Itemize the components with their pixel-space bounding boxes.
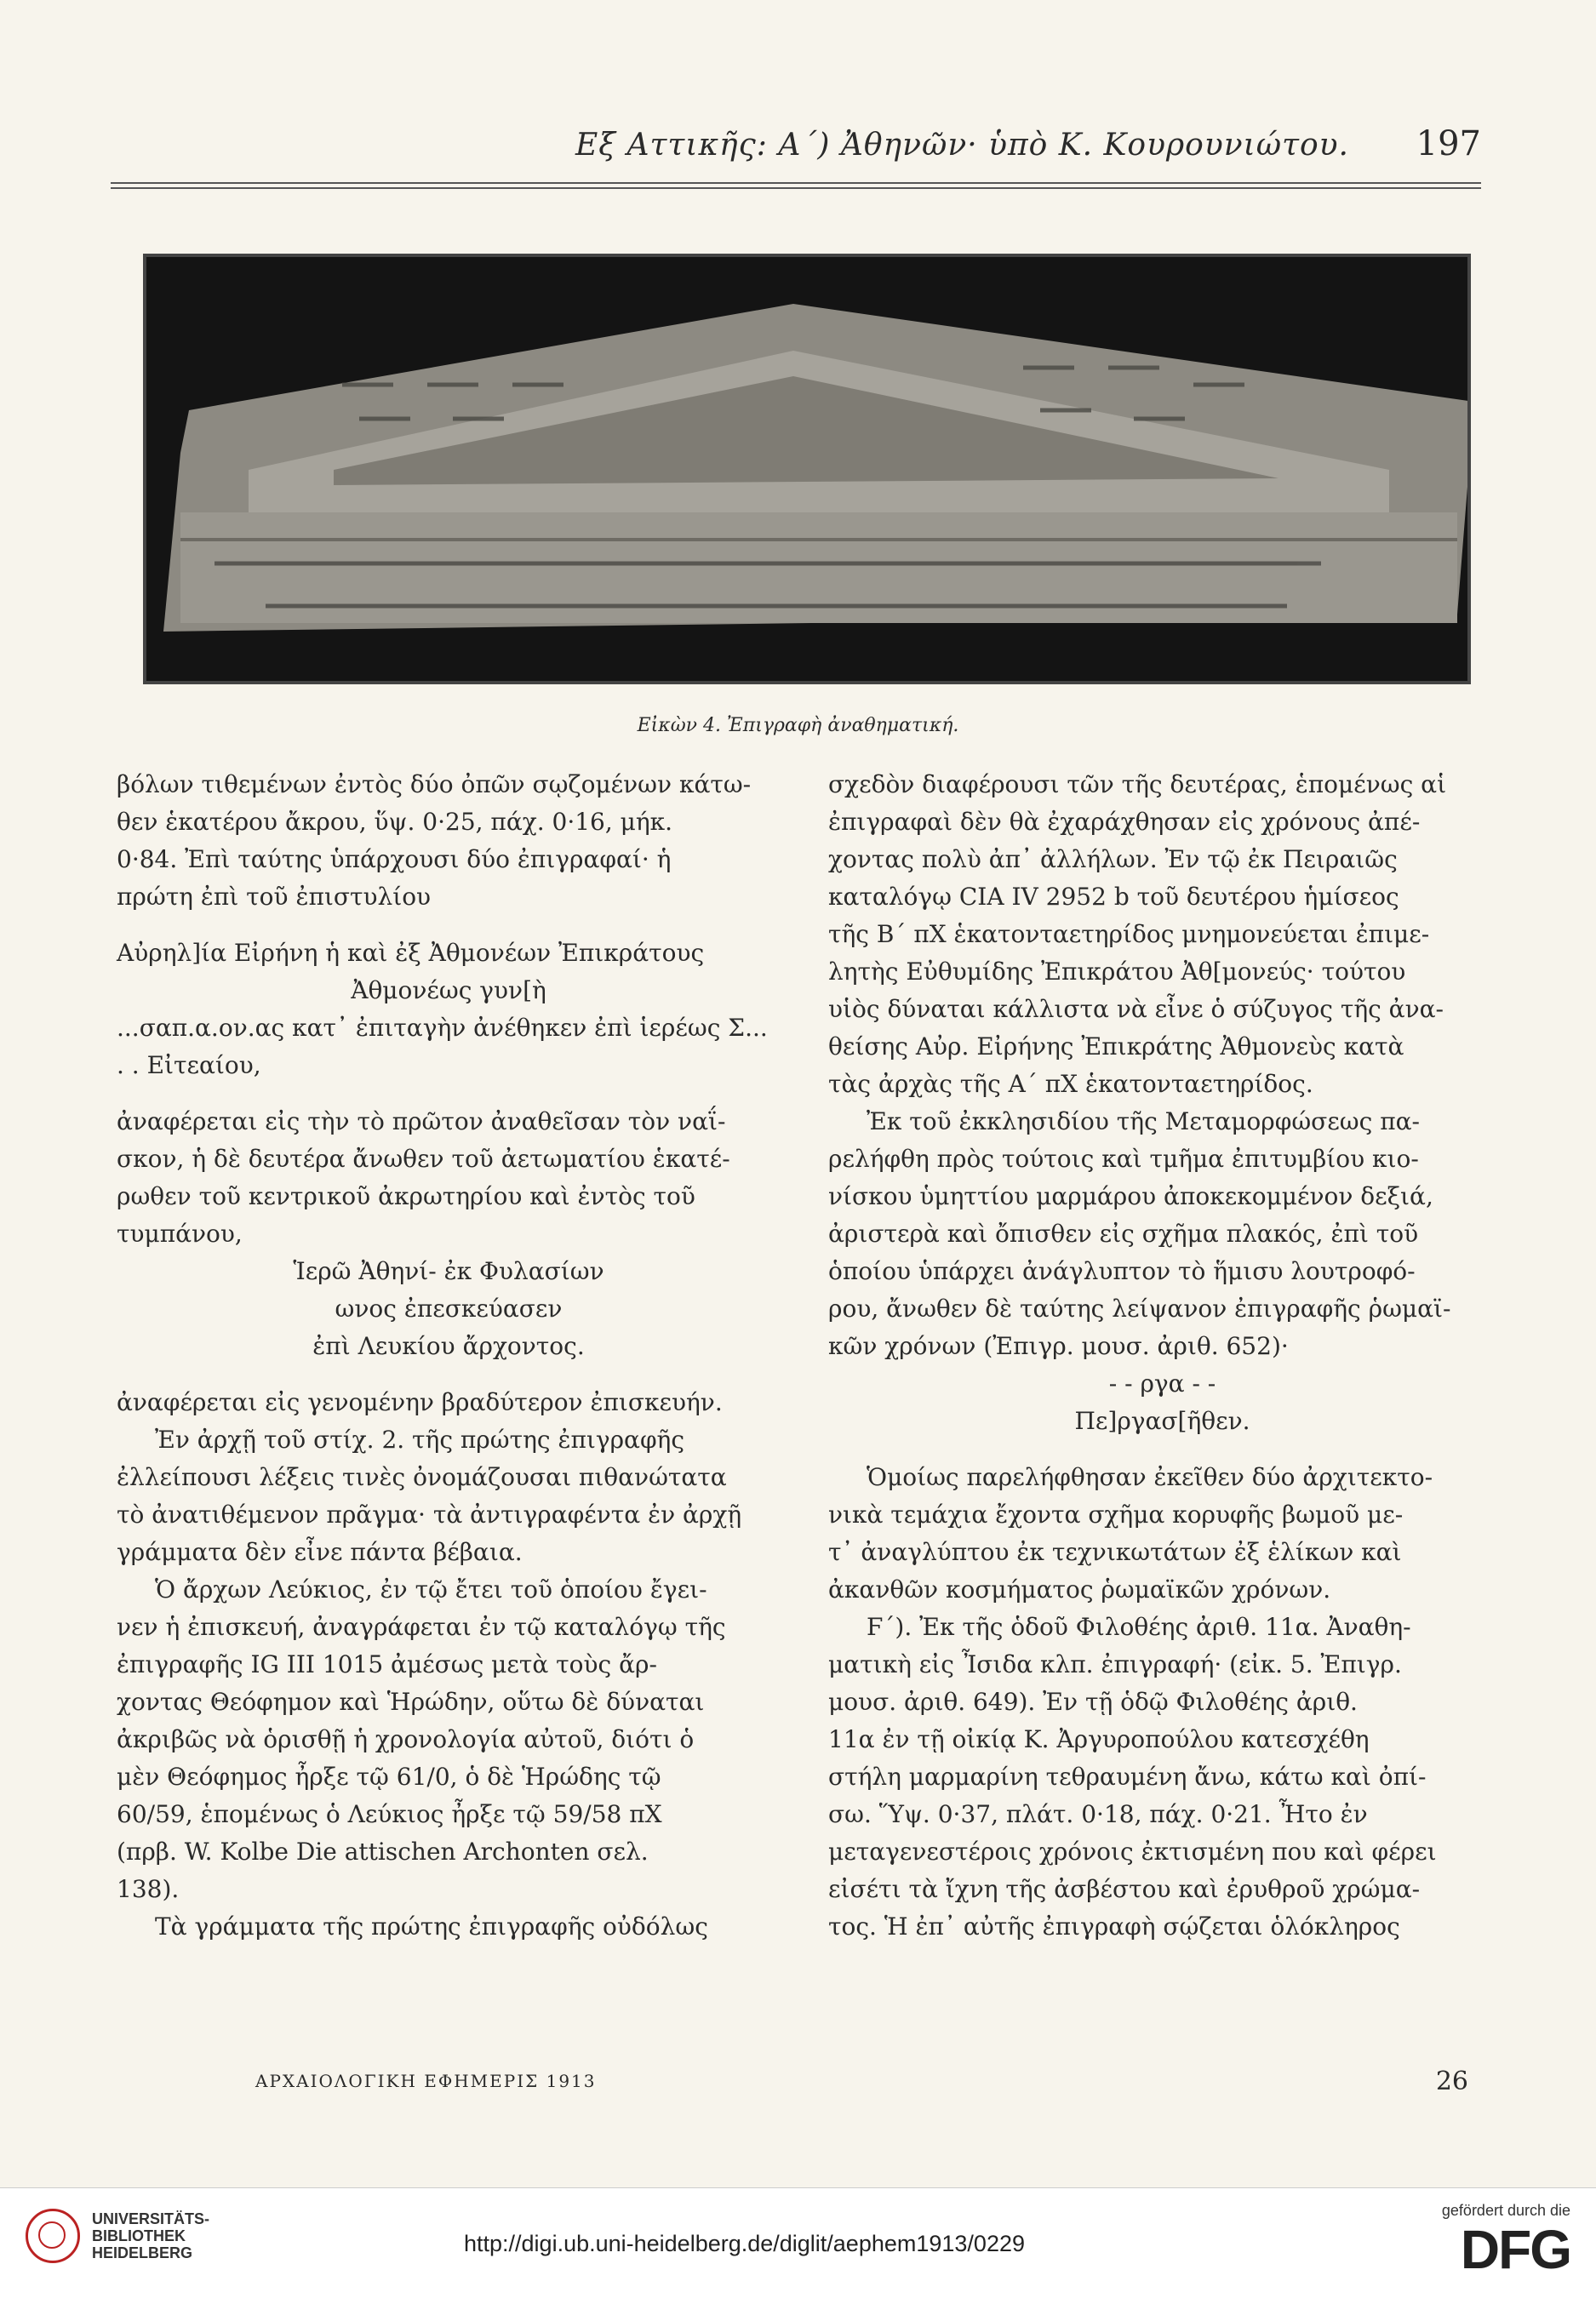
text-line: ἀναφέρεται εἰς γενομένην βραδύτερον ἐπισκευήν.	[117, 1388, 723, 1416]
text-line: ἐπιγραφαὶ δὲν θὰ ἐχαράχθησαν εἰς χρόνους ἀπέ-	[828, 808, 1421, 836]
text-line: ωνος ἐπεσκεύασεν	[335, 1295, 563, 1323]
paragraph-gap	[117, 1365, 781, 1384]
text-line: τὰς ἀρχὰς τῆς Α΄ πΧ ἑκατονταετηρίδος.	[828, 1070, 1313, 1098]
figure-caption: Εἰκὼν 4. Ἐπιγραφὴ ἀναθηματική.	[637, 715, 959, 736]
text-line: Πε]ργασ[ῆθεν.	[1074, 1407, 1250, 1435]
sheet-number: 26	[1435, 2067, 1468, 2096]
text-line: . . Εἰτεαίου,	[117, 1051, 261, 1079]
text-line: ἀκανθῶν κοσμήματος ῥωμαϊκῶν χρόνων.	[828, 1575, 1331, 1604]
text-line: εἰσέτι τὰ ἴχνη τῆς ἀσβέστου καὶ ἐρυθροῦ χρώμα-	[828, 1875, 1421, 1903]
source-url[interactable]: http://digi.ub.uni-heidelberg.de/diglit/aephem1913/0229	[464, 2231, 1025, 2256]
text-line: Ὁ ἄρχων Λεύκιος, ἐν τῷ ἔτει τοῦ ὁποίου ἔγει-	[155, 1575, 707, 1604]
text-line: - - ργα - -	[1108, 1369, 1216, 1398]
bottom-bar	[0, 2187, 1596, 2304]
library-logo[interactable]	[26, 2209, 209, 2263]
text-line: νίσκου ὑμηττίου μαρμάρου ἀποκεκομμένον δεξιά,	[828, 1182, 1433, 1210]
text-line: ρωθεν τοῦ κεντρικοῦ ἀκρωτηρίου καὶ ἐντὸς τοῦ	[117, 1182, 695, 1210]
running-header	[111, 124, 1481, 170]
text-line: μεταγενεστέροις χρόνοις ἐκτισμένη που καὶ φέρει	[828, 1838, 1437, 1866]
text-line: τὸ ἀνατιθέμενον πρᾶγμα· τὰ ἀντιγραφέντα ἐν ἀρχῇ	[117, 1501, 742, 1529]
text-line: λητὴς Εὐθυμίδης Ἐπικράτου Ἀθ[μονεύς· τούτου	[828, 958, 1406, 986]
text-line: πρώτη ἐπὶ τοῦ ἐπιστυλίου	[117, 883, 432, 911]
text-line: ἐλλείπουσι λέξεις τινὲς ὀνομάζουσαι πιθανώτατα	[117, 1463, 727, 1491]
text-line: Ἐκ τοῦ ἐκκλησιδίου τῆς Μεταμορφώσεως πα-	[867, 1107, 1420, 1135]
text-line: υἱὸς δύναται κάλλιστα νὰ εἶνε ὁ σύζυγος τῆς ἀνα-	[828, 995, 1444, 1023]
header-rule-2	[111, 187, 1481, 189]
text-line: στήλη μαρμαρίνη τεθραυμένη ἄνω, κάτω καὶ ὀπί-	[828, 1763, 1427, 1791]
text-line: γράμματα δὲν εἶνε πάντα βέβαια.	[117, 1538, 523, 1566]
header-title: Εξ Αττικῆς: Α΄) Ἀθηνῶν· ὑπὸ Κ. Κουρουνιώτου.	[575, 128, 1349, 163]
text-line: ρελήφθη πρὸς τούτοις καὶ τμῆμα ἐπιτυμβίου κιο-	[828, 1145, 1419, 1173]
text-line: τυμπάνου,	[117, 1220, 243, 1248]
seal-icon	[26, 2209, 80, 2263]
text-line: Ἱερῶ Ἀθηνί- ἐκ Φυλασίων	[293, 1257, 604, 1285]
left-column	[117, 766, 781, 1946]
text-line: ἀκριβῶς νὰ ὁρισθῇ ἡ χρονολογία αὐτοῦ, διότι ὁ	[117, 1725, 695, 1753]
text-line: Ἀθμονέως γυν[ὴ	[351, 976, 546, 1004]
text-line: μουσ. ἀριθ. 649). Ἐν τῇ ὁδῷ Φιλοθέης ἀριθ.	[828, 1688, 1358, 1716]
text-line: θεν ἑκατέρου ἄκρου, ὕψ. 0·25, πάχ. 0·16, μήκ.	[117, 808, 673, 836]
text-line: χοντας Θεόφημον καὶ Ἡρώδην, οὕτω δὲ δύναται	[117, 1688, 705, 1716]
text-line: 0·84. Ἐπὶ ταύτης ὑπάρχουσι δύο ἐπιγραφαί· ἡ	[117, 845, 672, 873]
text-line: Ϝ΄). Ἐκ τῆς ὁδοῦ Φιλοθέης ἀριθ. 11α. Ἀναθη-	[867, 1613, 1411, 1641]
text-line: ἀναφέρεται εἰς τὴν τὸ πρῶτον ἀναθεῖσαν τὸν ναΐ-	[117, 1107, 726, 1135]
header-rule	[111, 182, 1481, 184]
text-line: νεν ἡ ἐπισκευή, ἀναγράφεται ἐν τῷ καταλόγῳ τῆς	[117, 1613, 726, 1641]
text-line: μὲν Θεόφημος ἦρξε τῷ 61/0, ὁ δὲ Ἡρώδης τῷ	[117, 1763, 661, 1791]
text-line: κῶν χρόνων (Ἐπιγρ. μουσ. ἀριθ. 652)·	[828, 1332, 1289, 1360]
library-name: UNIVERSITÄTS- BIBLIOTHEK HEIDELBERG	[92, 2210, 210, 2261]
text-line: τος. Ἡ ἐπ᾽ αὐτῆς ἐπιγραφὴ σῴζεται ὁλόκληρος	[828, 1912, 1400, 1941]
text-line: νικὰ τεμάχια ἔχοντα σχῆμα κορυφῆς βωμοῦ με-	[828, 1501, 1404, 1529]
text-line: καταλόγῳ CIA IV 2952 b τοῦ δευτέρου ἡμίσεος	[828, 883, 1399, 911]
text-line: ἐπιγραφῆς IG III 1015 ἀμέσως μετὰ τοὺς ἄρ-	[117, 1650, 657, 1678]
text-line: Ὁμοίως παρελήφθησαν ἐκεῖθεν δύο ἀρχιτεκτο-	[867, 1463, 1433, 1491]
text-line: (πρβ. W. Kolbe Die attischen Archonten σελ.	[117, 1838, 649, 1866]
text-line: βόλων τιθεμένων ἐντὸς δύο ὀπῶν σῳζομένων κάτω-	[117, 770, 752, 798]
text-line: Αὐρηλ]ία Εἰρήνη ἡ καὶ ἐξ Ἀθμονέων Ἐπικράτους	[117, 939, 705, 967]
dfg-wordmark: DFG	[1460, 2219, 1570, 2280]
text-line: 60/59, ἑπομένως ὁ Λεύκιος ἦρξε τῷ 59/58 πΧ	[117, 1800, 662, 1828]
text-line: ἀριστερὰ καὶ ὄπισθεν εἰς σχῆμα πλακός, ἐπὶ τοῦ	[828, 1220, 1419, 1248]
text-line: ὁποίου ὑπάρχει ἀνάγλυπτον τὸ ἥμισυ λουτροφό-	[828, 1257, 1416, 1285]
text-line: 138).	[117, 1875, 180, 1903]
paragraph-gap	[828, 1440, 1496, 1459]
text-line: σω. Ὕψ. 0·37, πλάτ. 0·18, πάχ. 0·21. Ἦτο ἐν	[828, 1800, 1368, 1828]
paragraph-gap	[117, 1084, 781, 1103]
text-line: ...σαπ.α.ον.ας κατ᾽ ἐπιταγὴν ἀνέθηκεν ἐπὶ ἱερέως Σ...	[117, 1014, 768, 1042]
text-line: ματικὴ εἰς Ἶσιδα κλπ. ἐπιγραφή· (εἰκ. 5. Ἐπιγρ.	[828, 1650, 1402, 1678]
text-line: θείσης Αὐρ. Εἰρήνης Ἐπικράτης Ἀθμονεὺς κατὰ	[828, 1032, 1404, 1061]
text-line: σκον, ἡ δὲ δευτέρα ἄνωθεν τοῦ ἀετωματίου ἑκατέ-	[117, 1145, 730, 1173]
text-line: σχεδὸν διαφέρουσι τῶν τῆς δευτέρας, ἑπομένως αἱ	[828, 770, 1447, 798]
text-line: ρου, ἄνωθεν δὲ ταύτης λείψανον ἐπιγραφῆς ῥωμαϊ-	[828, 1295, 1451, 1323]
text-line: χοντας πολὺ ἀπ᾽ ἀλλήλων. Ἐν τῷ ἐκ Πειραιῶς	[828, 845, 1398, 873]
right-column	[828, 766, 1496, 1946]
text-line: Τὰ γράμματα τῆς πρώτης ἐπιγραφῆς οὐδόλως	[155, 1912, 708, 1941]
journal-footer: ΑΡΧΑΙΟΛΟΓΙΚΗ ΕΦΗΜΕΡΙΣ 1913	[255, 2071, 597, 2091]
funded-by-label: gefördert durch die	[1441, 2202, 1570, 2219]
text-line: τῆς Β΄ πΧ ἑκατονταετηρίδος μνημονεύεται ἐπιμε-	[828, 920, 1430, 948]
text-line: τ᾽ ἀναγλύπτου ἐκ τεχνικωτάτων ἐξ ἑλίκων καὶ	[828, 1538, 1402, 1566]
text-line: 11α ἐν τῇ οἰκίᾳ Κ. Ἀργυροπούλου κατεσχέθη	[828, 1725, 1370, 1753]
text-line: ἐπὶ Λευκίου ἄρχοντος.	[312, 1332, 585, 1360]
paragraph-gap	[117, 916, 781, 935]
text-line: Ἐν ἀρχῇ τοῦ στίχ. 2. τῆς πρώτης ἐπιγραφῆς	[155, 1426, 685, 1454]
inscription-photo	[143, 254, 1471, 684]
header-page-number: 197	[1416, 124, 1481, 163]
dfg-logo[interactable]	[1442, 2202, 1570, 2279]
